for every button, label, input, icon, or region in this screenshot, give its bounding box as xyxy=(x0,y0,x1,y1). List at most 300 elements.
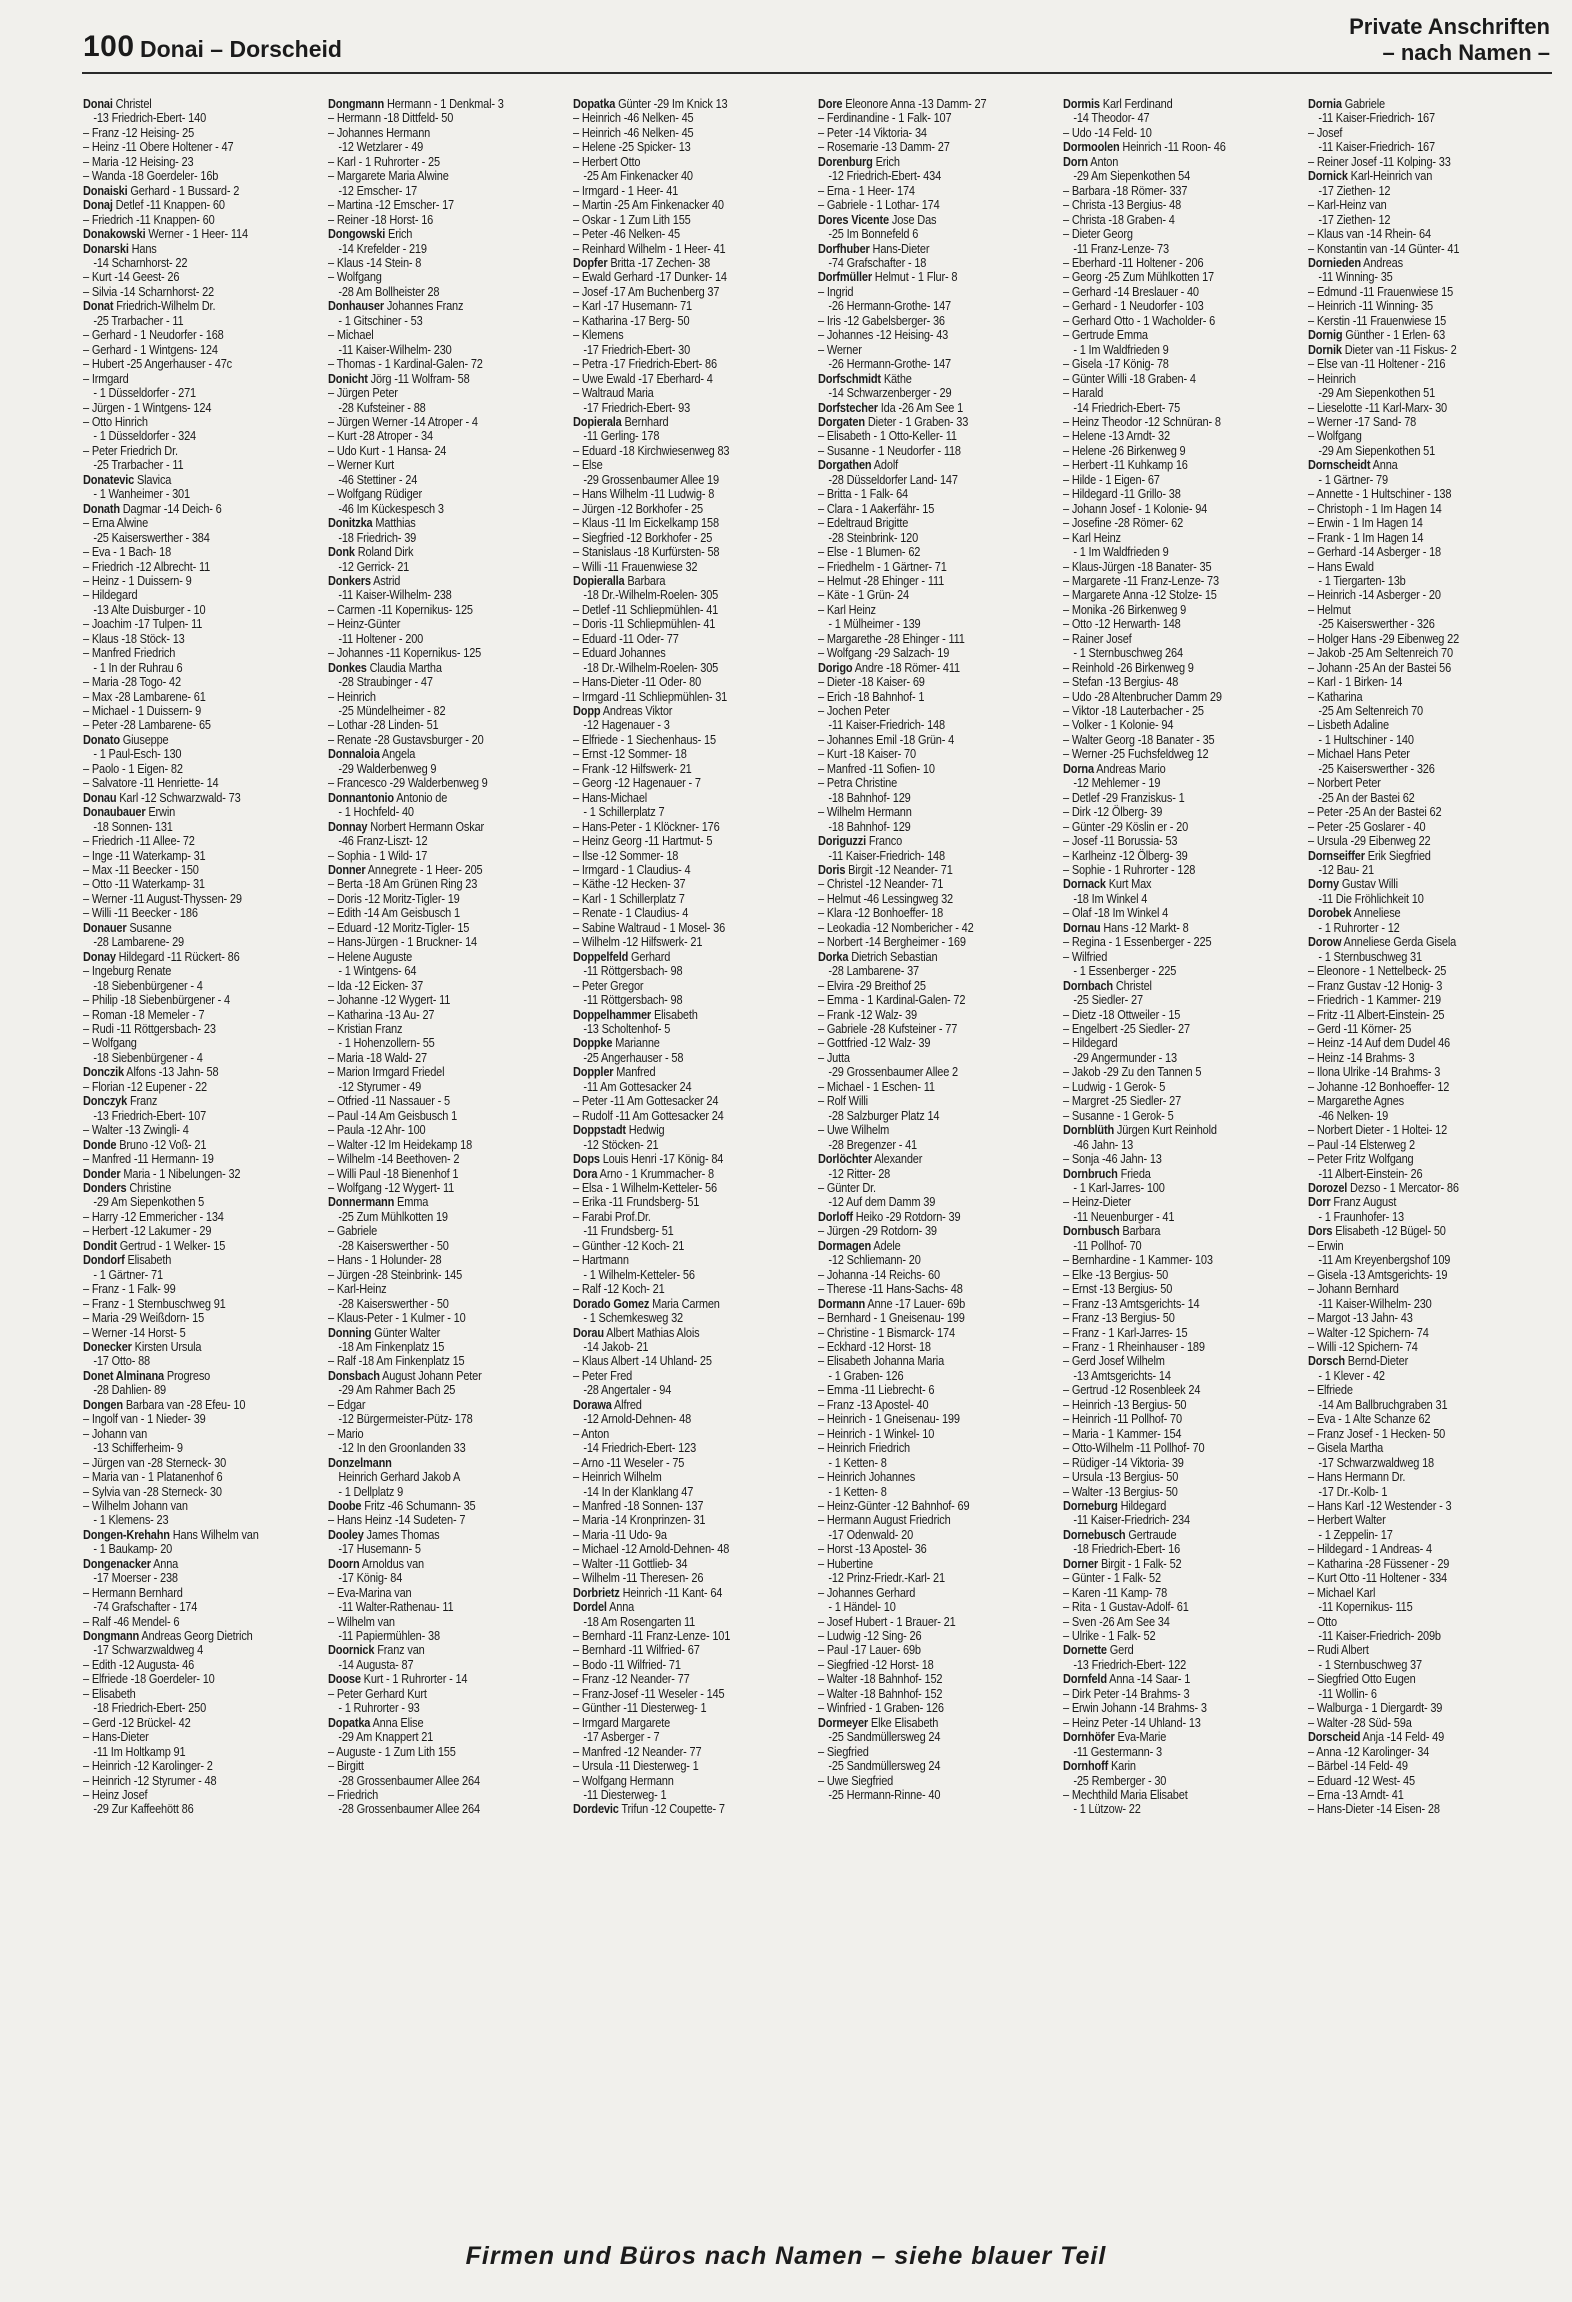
directory-column-5 xyxy=(1063,97,1293,2237)
entry-continuation: -11 Kaiser-Wilhelm- 230 xyxy=(338,342,452,357)
sub-entry: – Hermann August Friedrich xyxy=(818,1513,951,1528)
sub-entry: – Ralf -46 Mendel- 6 xyxy=(83,1614,180,1629)
surname: Doppler xyxy=(573,1065,614,1080)
sub-entry: – Günter -29 Köslin er - 20 xyxy=(1063,819,1189,834)
entry-details: Hildegard xyxy=(1117,1498,1167,1513)
sub-entry: – Friedhelm - 1 Gärtner- 71 xyxy=(818,559,947,574)
entry-continuation: -25 Kaiserswerther - 384 xyxy=(93,530,210,545)
sub-entry: – Maria -11 Udo- 9a xyxy=(573,1527,667,1542)
sub-entry: – Werner -25 Fuchsfeldweg 12 xyxy=(1063,747,1209,762)
sub-entry: – Christine - 1 Bismarck- 174 xyxy=(818,1325,955,1340)
sub-entry: – Emma -11 Liebrecht- 6 xyxy=(818,1383,935,1398)
sub-entry: – Wolfgang Rüdiger xyxy=(328,487,422,502)
entry-continuation: - 1 Schillerplatz 7 xyxy=(583,805,665,820)
sub-entry: – Hans Wilhelm -11 Ludwig- 8 xyxy=(573,487,715,502)
surname-entry xyxy=(328,1672,558,1686)
entry-continuation: -12 Ritter- 28 xyxy=(828,1166,891,1181)
sub-entry: – Ursula -13 Bergius- 50 xyxy=(1063,1470,1179,1485)
sub-entry: – Kurt -18 Kaiser- 70 xyxy=(818,747,916,762)
sub-entry: – Friedrich - 1 Kammer- 219 xyxy=(1308,993,1441,1008)
entry-continuation: -29 Walderbenweg 9 xyxy=(338,761,437,776)
entry-details: Gerhard - 1 Bussard- 2 xyxy=(127,183,240,198)
surname: Donecker xyxy=(83,1339,132,1354)
surname: Dondit xyxy=(83,1238,117,1253)
surname-entry xyxy=(1308,1181,1538,1195)
sub-entry: – Irmgard xyxy=(83,371,129,386)
sub-entry: – Annette - 1 Hultschiner - 138 xyxy=(1308,487,1452,502)
entry-details: Barbara van -28 Efeu- 10 xyxy=(122,1397,246,1412)
sub-entry: – Eduard -12 West- 45 xyxy=(1308,1773,1415,1788)
entry-continuation: - 1 Hohenzollern- 55 xyxy=(338,1036,435,1051)
sub-entry: – Otto xyxy=(1308,1614,1337,1629)
entry-continuation: -11 Kaiser-Friedrich- 148 xyxy=(828,718,945,733)
sub-entry: – Heinrich -11 Winning- 35 xyxy=(1308,299,1434,314)
surname: Dores Vicente xyxy=(818,212,889,227)
entry-details: Anneliese Gerda Gisela xyxy=(1341,935,1457,950)
entry-details: Karl Ferdinand xyxy=(1099,97,1173,111)
surname: Dorawa xyxy=(573,1397,612,1412)
entry-continuation: -18 Bahnhof- 129 xyxy=(828,790,911,805)
sub-entry: – Paula -12 Ahr- 100 xyxy=(328,1123,426,1138)
sub-entry: – Georg -25 Zum Mühlkotten 17 xyxy=(1063,270,1215,285)
surname: Dorsch xyxy=(1308,1354,1345,1369)
sub-entry: – Peter -25 Goslarer - 40 xyxy=(1308,819,1426,834)
surname: Dorner xyxy=(1063,1556,1099,1571)
sub-entry: – Michael Karl xyxy=(1308,1585,1376,1600)
sub-entry: – Werner Kurt xyxy=(328,458,395,473)
sub-entry: – Hans-Dieter xyxy=(83,1730,149,1745)
sub-entry: – Arno -11 Weseler - 75 xyxy=(573,1455,685,1470)
entry-details: Andreas Mario xyxy=(1093,761,1166,776)
sub-entry: – Emma - 1 Kardinal-Galen- 72 xyxy=(818,993,966,1008)
entry-continuation: -12 Arnold-Dehnen- 48 xyxy=(583,1412,692,1427)
entry-details: Karl-Heinrich van xyxy=(1347,169,1433,184)
surname: Donkers xyxy=(328,573,371,588)
sub-entry: – Rita - 1 Gustav-Adolf- 61 xyxy=(1063,1600,1189,1615)
surname-entry xyxy=(328,516,558,530)
entry-continuation: -29 Grossenbaumer Allee 19 xyxy=(583,472,719,487)
sub-entry: – Klaus -14 Stein- 8 xyxy=(328,255,422,270)
surname-entry xyxy=(83,198,313,212)
surname-entry xyxy=(328,863,558,877)
sub-entry: – Reiner Josef -11 Kolping- 33 xyxy=(1308,154,1451,169)
sub-entry: – Jutta xyxy=(818,1050,850,1065)
sub-entry: – Maria -18 Wald- 27 xyxy=(328,1050,427,1065)
surname: Dornette xyxy=(1063,1643,1107,1658)
entry-continuation: -12 Mehlemer - 19 xyxy=(1073,776,1161,791)
entry-details: Alexander xyxy=(871,1152,923,1167)
entry-continuation: - 1 Ruhrorter - 93 xyxy=(338,1701,420,1716)
entry-continuation: -17 Asberger - 7 xyxy=(583,1730,660,1745)
page-header xyxy=(0,0,1572,70)
entry-continuation: - 1 Wilhelm-Ketteler- 56 xyxy=(583,1267,695,1282)
surname-entry xyxy=(83,921,313,935)
sub-entry: – Fritz -11 Albert-Einstein- 25 xyxy=(1308,1007,1445,1022)
sub-entry: – Rudolf -11 Am Gottesacker 24 xyxy=(573,1108,724,1123)
surname-entry xyxy=(1063,140,1293,154)
entry-continuation: - 1 Sternbuschweg 31 xyxy=(1318,949,1422,964)
surname-entry xyxy=(328,1716,558,1730)
surname: Donat xyxy=(83,299,114,314)
entry-continuation: -18 Friedrich-Ebert- 250 xyxy=(93,1701,207,1716)
sub-entry: – Günther -12 Koch- 21 xyxy=(573,1238,685,1253)
sub-entry: – Johann Josef - 1 Kolonie- 94 xyxy=(1063,501,1208,516)
surname: Dormagen xyxy=(818,1238,872,1253)
sub-entry: – Josef xyxy=(1308,125,1343,140)
sub-entry: – Hans Hermann Dr. xyxy=(1308,1470,1406,1485)
sub-entry: – Wilhelm -11 Theresen- 26 xyxy=(573,1571,704,1586)
entry-continuation: -29 Am Siepenkothen 54 xyxy=(1073,169,1191,184)
entry-details: Andreas xyxy=(1360,255,1403,270)
surname: Dorna xyxy=(1063,761,1094,776)
sub-entry: – Ralf -12 Koch- 21 xyxy=(573,1282,665,1297)
surname-entry xyxy=(573,574,803,588)
entry-details: Elisabeth xyxy=(651,1007,698,1022)
surname: Donzelmann xyxy=(328,1455,392,1470)
sub-entry: – Bernhard - 1 Gneisenau- 199 xyxy=(818,1311,965,1326)
entry-continuation: -28 Lambarene- 37 xyxy=(828,964,920,979)
sub-entry: – Margarete Maria Alwine xyxy=(328,169,449,184)
entry-continuation: -29 Am Rahmer Bach 25 xyxy=(338,1383,456,1398)
surname-entry xyxy=(83,1528,313,1542)
entry-details: Hans -12 Markt- 8 xyxy=(1100,920,1189,935)
entry-details: Claudia Martha xyxy=(366,660,442,675)
sub-entry: – Max -11 Beecker - 150 xyxy=(83,863,199,878)
sub-entry: – Michael xyxy=(328,328,374,343)
surname-entry xyxy=(818,1297,1048,1311)
sub-entry: – Doris -12 Moritz-Tigler- 19 xyxy=(328,891,460,906)
surname-entry xyxy=(83,1094,313,1108)
sub-entry: – Udo Kurt - 1 Hansa- 24 xyxy=(328,443,447,458)
sub-entry: – Christa -18 Graben- 4 xyxy=(1063,212,1175,227)
entry-continuation: -18 Friedrich-Ebert- 16 xyxy=(1073,1542,1181,1557)
entry-continuation: -17 König- 84 xyxy=(338,1571,403,1586)
sub-entry: – Erna - 1 Heer- 174 xyxy=(818,183,915,198)
surname-entry xyxy=(573,1036,803,1050)
surname-entry xyxy=(83,227,313,241)
sub-entry: – Günter - 1 Falk- 52 xyxy=(1063,1571,1161,1586)
sub-entry: – Gerhard - 1 Neudorfer - 103 xyxy=(1063,299,1204,314)
surname: Doornick xyxy=(328,1643,375,1658)
entry-continuation: -46 Im Kückespesch 3 xyxy=(338,501,444,516)
surname: Donkes xyxy=(328,660,367,675)
sub-entry: – Christa -13 Bergius- 48 xyxy=(1063,198,1182,213)
surname: Doppstadt xyxy=(573,1123,626,1138)
entry-continuation: -12 Bau- 21 xyxy=(1318,863,1374,878)
sub-entry: – Marion Irmgard Friedel xyxy=(328,1065,445,1080)
sub-entry: – Peter Gerhard Kurt xyxy=(328,1686,427,1701)
sub-entry: – Peter -25 An der Bastei 62 xyxy=(1308,805,1442,820)
entry-continuation: -26 Hermann-Grothe- 147 xyxy=(828,299,951,314)
sub-entry: – Kurt Otto -11 Holtener - 334 xyxy=(1308,1571,1448,1586)
surname: Dornik xyxy=(1308,342,1342,357)
sub-entry: – Jochen Peter xyxy=(818,704,890,719)
entry-details: Roland Dirk xyxy=(354,545,414,560)
surname: Dordevic xyxy=(573,1802,619,1817)
sub-entry: – Michael -12 Arnold-Dehnen- 48 xyxy=(573,1542,730,1557)
entry-continuation: -11 Papiermühlen- 38 xyxy=(338,1629,440,1644)
surname: Dornscheidt xyxy=(1308,458,1371,473)
sub-entry: – Erika -11 Frundsberg- 51 xyxy=(573,1195,700,1210)
sub-entry: – Werner xyxy=(818,342,862,357)
surname: Dopieralla xyxy=(573,573,625,588)
sub-entry: – Katharina -28 Füssener - 29 xyxy=(1308,1556,1450,1571)
entry-details: Progreso xyxy=(163,1368,211,1383)
surname-entry xyxy=(83,1369,313,1383)
surname-entry xyxy=(573,1065,803,1079)
surname: Donauer xyxy=(83,920,127,935)
sub-entry: – Eduard -11 Oder- 77 xyxy=(573,631,679,646)
sub-entry: – Heinrich - 1 Winkel- 10 xyxy=(818,1426,935,1441)
sub-entry: – Ernst -13 Bergius- 50 xyxy=(1063,1282,1173,1297)
entry-continuation: -12 Prinz-Friedr.-Karl- 21 xyxy=(828,1571,945,1586)
sub-entry: – Michael Hans Peter xyxy=(1308,747,1410,762)
surname: Dorloff xyxy=(818,1209,853,1224)
entry-continuation: - 1 Karl-Jarres- 100 xyxy=(1073,1180,1165,1195)
surname: Dongmann xyxy=(83,1629,140,1644)
sub-entry: – Elisabeth Johanna Maria xyxy=(818,1354,945,1369)
entry-continuation: -28 Straubinger - 47 xyxy=(338,675,433,690)
surname-entry xyxy=(818,661,1048,675)
sub-entry: – Walter -18 Bahnhof- 152 xyxy=(818,1672,943,1687)
sub-entry: – Irmgard Margarete xyxy=(573,1715,671,1730)
sub-entry: – Heinz-Günter xyxy=(328,617,401,632)
entry-continuation: -17 Odenwald- 20 xyxy=(828,1527,914,1542)
sub-entry: – Kurt -28 Atroper - 34 xyxy=(328,429,433,444)
entry-details: Günther - 1 Erlen- 63 xyxy=(1342,328,1446,343)
sub-entry: – Florian -12 Eupener - 22 xyxy=(83,1079,208,1094)
sub-entry: – Edith -12 Augusta- 46 xyxy=(83,1657,195,1672)
sub-entry: – Manfred -11 Hermann- 19 xyxy=(83,1152,214,1167)
entry-continuation: - 1 Wintgens- 64 xyxy=(338,964,417,979)
entry-details: Maria - 1 Nibelungen- 32 xyxy=(120,1166,241,1181)
sub-entry: – Sophie - 1 Ruhrorter - 128 xyxy=(1063,863,1196,878)
surname-entry xyxy=(328,299,558,313)
sub-entry: – Gottfried -12 Walz- 39 xyxy=(818,1036,931,1051)
entry-continuation: -17 Friedrich-Ebert- 30 xyxy=(583,342,691,357)
sub-entry: – Reiner -18 Horst- 16 xyxy=(328,212,434,227)
surname: Dorlöchter xyxy=(818,1152,872,1167)
entry-continuation: -25 An der Bastei 62 xyxy=(1318,790,1415,805)
sub-entry: – Katharina xyxy=(1308,689,1363,704)
entry-continuation: -25 Angerhauser - 58 xyxy=(583,1050,684,1065)
entry-continuation: -18 Am Rosengarten 11 xyxy=(583,1614,696,1629)
entry-details: Trifun -12 Coupette- 7 xyxy=(618,1802,725,1817)
surname-entry xyxy=(83,1167,313,1181)
entry-details: Bruno -12 Voß- 21 xyxy=(116,1137,207,1152)
sub-entry: – Lothar -28 Linden- 51 xyxy=(328,718,439,733)
section-title-line2: – nach Namen – xyxy=(1382,40,1550,65)
entry-details: Marianne xyxy=(612,1036,660,1051)
directory-column-4 xyxy=(818,97,1048,2237)
sub-entry: – Franz - 1 Sternbuschweg 91 xyxy=(83,1296,226,1311)
surname-entry xyxy=(1063,877,1293,891)
entry-details: Ida -26 Am See 1 xyxy=(877,400,964,415)
sub-entry: – Ilona Ulrike -14 Brahms- 3 xyxy=(1308,1065,1441,1080)
sub-entry: – Willi -12 Spichern- 74 xyxy=(1308,1339,1418,1354)
surname: Dorn xyxy=(1063,154,1088,169)
sub-entry: – Karl Heinz xyxy=(1063,530,1121,545)
surname-entry xyxy=(328,1528,558,1542)
surname-entry xyxy=(573,1123,803,1137)
sub-entry: – Uwe Ewald -17 Eberhard- 4 xyxy=(573,371,713,386)
entry-continuation: -28 Kufsteiner - 88 xyxy=(338,400,426,415)
sub-entry: – Helmut -46 Lessingweg 32 xyxy=(818,891,954,906)
surname: Dornia xyxy=(1308,97,1342,111)
entry-details: Christine xyxy=(126,1180,172,1195)
sub-entry: – Frank - 1 Im Hagen 14 xyxy=(1308,530,1424,545)
entry-continuation: -11 Kaiser-Friedrich- 234 xyxy=(1073,1513,1190,1528)
sub-entry: – Volker - 1 Kolonie- 94 xyxy=(1063,718,1174,733)
sub-entry: – Wolfgang Hermann xyxy=(573,1773,674,1788)
sub-entry: – Friedrich -11 Allee- 72 xyxy=(83,834,195,849)
surname: Donsbach xyxy=(328,1368,380,1383)
sub-entry: – Gerd -11 Körner- 25 xyxy=(1308,1022,1412,1036)
entry-continuation: -14 Augusta- 87 xyxy=(338,1657,414,1672)
sub-entry: – Margarete -11 Franz-Lenze- 73 xyxy=(1063,573,1219,588)
surname-entry xyxy=(818,458,1048,472)
surname-entry xyxy=(573,1326,803,1340)
surname: Dorfmüller xyxy=(818,270,872,285)
sub-entry: – Heinrich -14 Asberger - 20 xyxy=(1308,588,1441,603)
entry-continuation: -25 Kaiserswerther - 326 xyxy=(1318,617,1435,632)
surname: Dorka xyxy=(818,949,849,964)
sub-entry: – Hans Heinz -14 Sudeten- 7 xyxy=(328,1513,466,1528)
sub-entry: – Eva-Marina van xyxy=(328,1585,412,1600)
surname: Dops xyxy=(573,1152,600,1167)
sub-entry: – Jürgen -12 Borkhofer - 25 xyxy=(573,501,703,516)
entry-continuation: -74 Grafschafter - 174 xyxy=(93,1600,198,1615)
sub-entry: – Oskar - 1 Zum Lith 155 xyxy=(573,212,691,227)
sub-entry: – Hildegard xyxy=(1063,1036,1118,1051)
sub-entry: – Dieter Georg xyxy=(1063,227,1133,242)
page-name-range: Donai – Dorscheid xyxy=(140,36,342,62)
entry-continuation: -11 Holtener - 200 xyxy=(338,631,424,646)
surname: Donnermann xyxy=(328,1195,395,1210)
surname-entry xyxy=(573,1600,803,1614)
sub-entry: – Britta - 1 Falk- 64 xyxy=(818,487,908,502)
entry-details: Elisabeth xyxy=(124,1253,172,1268)
sub-entry: – Therese -11 Hans-Sachs- 48 xyxy=(818,1282,963,1297)
entry-continuation: -13 Amtsgerichts- 14 xyxy=(1073,1368,1171,1383)
sub-entry: – Sophia - 1 Wild- 17 xyxy=(328,848,428,863)
surname-entry xyxy=(83,1065,313,1079)
sub-entry: – Johanne -12 Bonhoeffer- 12 xyxy=(1308,1079,1450,1094)
sub-entry: – Friedrich xyxy=(328,1788,379,1803)
surname-entry xyxy=(83,950,313,964)
entry-details: Barbara xyxy=(1119,1224,1161,1239)
sub-entry: – Johann Bernhard xyxy=(1308,1282,1399,1297)
surname-entry xyxy=(328,545,558,559)
surname-entry xyxy=(1308,343,1538,357)
sub-entry: – Josef Hubert - 1 Brauer- 21 xyxy=(818,1614,956,1629)
sub-entry: – Walter -13 Zwingli- 4 xyxy=(83,1123,189,1138)
surname: Dornbach xyxy=(1063,978,1113,993)
entry-continuation: -11 Röttgersbach- 98 xyxy=(583,993,683,1008)
entry-continuation: -18 Siebenbürgener - 4 xyxy=(93,1050,203,1065)
sub-entry: – Heinz Theodor -12 Schnüran- 8 xyxy=(1063,414,1221,429)
sub-entry: – Renate -28 Gustavsburger - 20 xyxy=(328,732,484,747)
surname-entry xyxy=(1308,877,1538,891)
footer-note: Firmen und Büros nach Namen – siehe blauer Teil xyxy=(465,2242,1107,2270)
entry-continuation: -18 Friedrich- 39 xyxy=(338,530,417,545)
surname-entry xyxy=(83,805,313,819)
entry-details: Manfred xyxy=(613,1065,656,1080)
sub-entry: – Manfred -12 Neander- 77 xyxy=(573,1744,702,1759)
sub-entry: – Gertrude Emma xyxy=(1063,328,1148,343)
sub-entry: – Franz -12 Heising- 25 xyxy=(83,125,195,140)
sub-entry: – Wilhelm -14 Beethoven- 2 xyxy=(328,1152,460,1167)
entry-details: Käthe xyxy=(880,371,912,386)
entry-details: Astrid xyxy=(370,573,401,588)
sub-entry: – Helene -25 Spicker- 13 xyxy=(573,140,691,155)
sub-entry: – Viktor -18 Lauterbacher - 25 xyxy=(1063,704,1204,719)
sub-entry: – Joachim -17 Tulpen- 11 xyxy=(83,617,203,632)
sub-entry: – Inge -11 Waterkamp- 31 xyxy=(83,848,206,863)
surname: Donde xyxy=(83,1137,117,1152)
sub-entry: – Otto Hinrich xyxy=(83,414,148,429)
sub-entry: – Herbert Otto xyxy=(573,154,641,169)
sub-entry: – Heinrich - 1 Gneisenau- 199 xyxy=(818,1412,960,1427)
sub-entry: – Maria van - 1 Platanenhof 6 xyxy=(83,1470,223,1485)
entry-continuation: Heinrich Gerhard Jakob A xyxy=(338,1470,461,1485)
sub-entry: – Udo -14 Feld- 10 xyxy=(1063,125,1152,140)
sub-entry: – Gerhard -14 Breslauer - 40 xyxy=(1063,284,1199,299)
surname: Donarski xyxy=(83,241,129,256)
sub-entry: – Franz - 1 Falk- 99 xyxy=(83,1282,176,1297)
surname: Dorscheid xyxy=(1308,1730,1361,1745)
surname-entry xyxy=(1063,921,1293,935)
entry-continuation: - 1 Essenberger - 225 xyxy=(1073,964,1177,979)
surname-entry xyxy=(1063,155,1293,169)
sub-entry: – Heinrich -12 Karolinger- 2 xyxy=(83,1759,213,1774)
entry-continuation: -11 Kaiser-Wilhelm- 238 xyxy=(338,588,452,603)
surname: Dornhöfer xyxy=(1063,1730,1115,1745)
sub-entry: – Heinz Georg -11 Hartmut- 5 xyxy=(573,834,713,849)
sub-entry: – Gabriele xyxy=(328,1224,378,1239)
sub-entry: – Karlheinz -12 Ölberg- 39 xyxy=(1063,848,1188,863)
entry-continuation: -13 Friedrich-Ebert- 140 xyxy=(93,111,207,126)
surname: Doorn xyxy=(328,1556,360,1571)
sub-entry: – Johann -25 An der Bastei 56 xyxy=(1308,660,1452,675)
entry-continuation: - 1 Schemkesweg 32 xyxy=(583,1311,683,1326)
sub-entry: – Wilhelm Johann van xyxy=(83,1498,188,1513)
entry-details: Barbara xyxy=(624,573,666,588)
sub-entry: – Helmut -28 Ehinger - 111 xyxy=(818,573,945,588)
entry-continuation: -25 Im Bonnefeld 6 xyxy=(828,227,919,242)
sub-entry: – Frank -12 Hilfswerk- 21 xyxy=(573,761,692,776)
surname-entry xyxy=(818,270,1048,284)
surname-entry xyxy=(83,1340,313,1354)
surname-entry xyxy=(83,242,313,256)
surname: Donk xyxy=(328,545,355,560)
surname: Donicht xyxy=(328,371,368,386)
entry-continuation: -25 Sandmüllersweg 24 xyxy=(828,1730,941,1745)
sub-entry: – Anton xyxy=(573,1426,610,1441)
entry-details: Elke Elisabeth xyxy=(868,1715,939,1730)
sub-entry: – Frank -12 Walz- 39 xyxy=(818,1007,917,1022)
sub-entry: – Rainer Josef xyxy=(1063,631,1132,646)
sub-entry: – Peter Gregor xyxy=(573,978,644,993)
sub-entry: – Gisela Martha xyxy=(1308,1441,1384,1456)
surname: Dooley xyxy=(328,1527,364,1542)
sub-entry: – Francesco -29 Walderbenweg 9 xyxy=(328,776,488,791)
entry-continuation: -11 Gerling- 178 xyxy=(583,429,660,444)
sub-entry: – Heinz -14 Auf dem Dudel 46 xyxy=(1308,1036,1451,1051)
entry-continuation: -11 Gestermann- 3 xyxy=(1073,1744,1162,1759)
entry-continuation: -46 Jahn- 13 xyxy=(1073,1137,1134,1152)
surname: Dornseiffer xyxy=(1308,848,1365,863)
